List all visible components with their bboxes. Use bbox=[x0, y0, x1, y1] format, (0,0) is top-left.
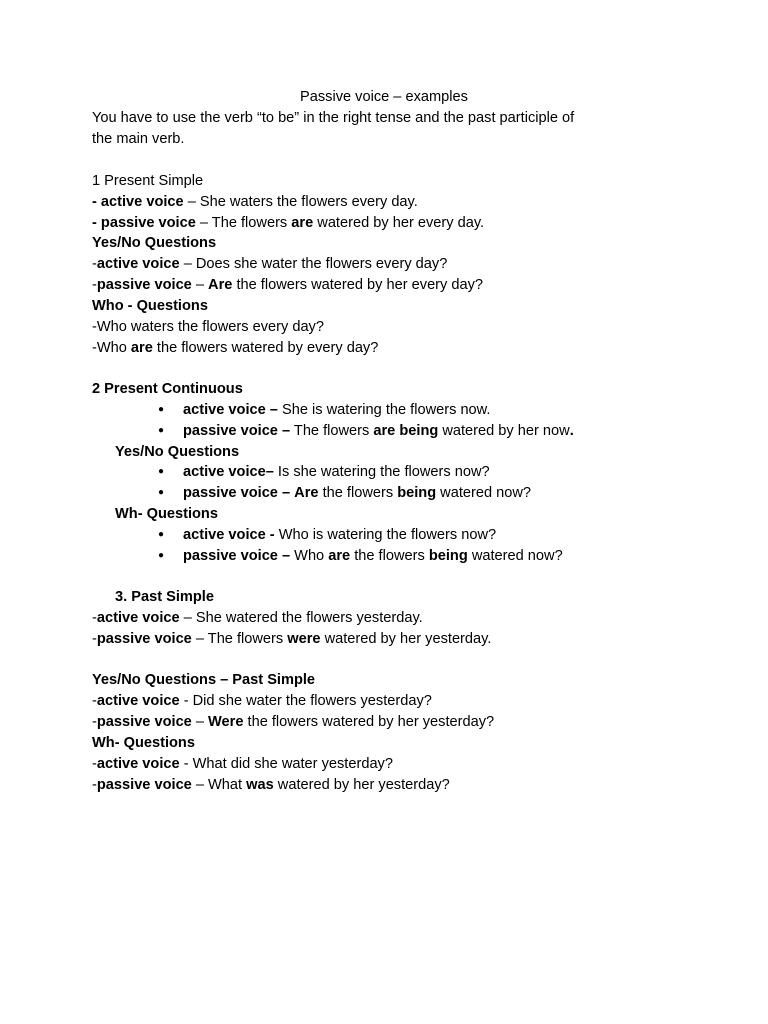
example-text: The flowers bbox=[290, 423, 374, 439]
example-text: watered now? bbox=[467, 548, 563, 564]
s3-active-line bbox=[92, 608, 423, 628]
page-title: Passive voice – examples bbox=[300, 89, 468, 105]
example-text: watered by her every day. bbox=[313, 215, 485, 231]
s2-yes-no-heading: Yes/No Questions bbox=[115, 444, 240, 460]
intro-line-1: You have to use the verb “to be” in the right tense and the past participle of bbox=[92, 110, 575, 126]
be-verb: are being bbox=[373, 423, 439, 439]
s3-passive-line bbox=[92, 629, 491, 649]
example-text: - What did she water yesterday? bbox=[179, 756, 393, 772]
bullet-icon: ● bbox=[158, 487, 165, 498]
section-1-heading: 1 Present Simple bbox=[92, 173, 204, 189]
s2-wh-active-line bbox=[183, 525, 496, 545]
example-text: Who is watering the flowers now? bbox=[274, 527, 497, 543]
passive-voice-label: passive voice bbox=[96, 714, 192, 730]
passive-voice-label: - passive voice bbox=[92, 215, 196, 231]
being-verb: being bbox=[397, 485, 437, 501]
example-text: – bbox=[191, 277, 209, 293]
s3-yn-active-line bbox=[92, 691, 432, 711]
s1-who-line-2 bbox=[92, 338, 378, 358]
s1-who-line-1: -Who waters the flowers every day? bbox=[92, 319, 324, 335]
dash: - bbox=[92, 777, 97, 793]
be-verb: Are bbox=[208, 277, 233, 293]
passive-voice-label: passive voice bbox=[96, 277, 192, 293]
example-text: the flowers watered by her every day? bbox=[232, 277, 484, 293]
dash: - bbox=[92, 256, 97, 272]
example-text: watered by her yesterday? bbox=[273, 777, 450, 793]
example-text: -Who bbox=[92, 340, 131, 356]
active-voice-label: - active voice bbox=[92, 194, 184, 210]
active-voice-label: active voice bbox=[96, 756, 180, 772]
example-text: watered by her now bbox=[438, 423, 570, 439]
example-text: watered now? bbox=[436, 485, 532, 501]
example-text: the flowers bbox=[318, 485, 398, 501]
s3-wh-heading: Wh- Questions bbox=[92, 735, 195, 751]
active-voice-label: active voice – bbox=[183, 402, 278, 418]
s1-yn-active-line bbox=[92, 254, 447, 274]
dash: - bbox=[92, 693, 97, 709]
s2-yn-active-line bbox=[183, 462, 490, 482]
example-text: – The flowers bbox=[195, 215, 292, 231]
section-3-heading: 3. Past Simple bbox=[115, 589, 214, 605]
dash: - bbox=[92, 714, 97, 730]
intro-line-2: the main verb. bbox=[92, 131, 185, 147]
passive-voice-label: passive voice – bbox=[183, 548, 291, 564]
be-verb: are bbox=[130, 340, 153, 356]
active-voice-label: active voice– bbox=[183, 464, 274, 480]
bullet-icon: ● bbox=[158, 425, 165, 436]
period: . bbox=[569, 423, 574, 439]
s2-wh-passive-line bbox=[183, 546, 563, 566]
dash: - bbox=[92, 610, 97, 626]
example-text: – She waters the flowers every day. bbox=[183, 194, 418, 210]
active-voice-label: active voice - bbox=[183, 527, 275, 543]
s3-wh-active-line bbox=[92, 754, 393, 774]
s1-yes-no-heading: Yes/No Questions bbox=[92, 235, 217, 251]
s1-active-line bbox=[92, 192, 418, 212]
passive-voice-label: passive voice bbox=[96, 631, 192, 647]
example-text: the flowers bbox=[350, 548, 429, 564]
bullet-icon: ● bbox=[158, 529, 165, 540]
passive-voice-label: passive voice bbox=[96, 777, 192, 793]
passive-voice-label: passive voice – bbox=[183, 423, 291, 439]
dash: - bbox=[92, 756, 97, 772]
s2-wh-heading: Wh- Questions bbox=[115, 506, 218, 522]
be-verb: Are bbox=[294, 485, 319, 501]
s1-yn-passive-line bbox=[92, 275, 483, 295]
example-text: – What bbox=[191, 777, 247, 793]
example-text: - Did she water the flowers yesterday? bbox=[179, 693, 432, 709]
s3-wh-passive-line bbox=[92, 775, 450, 795]
be-verb: was bbox=[246, 777, 274, 793]
bullet-icon: ● bbox=[158, 550, 165, 561]
example-text: – The flowers bbox=[191, 631, 288, 647]
active-voice-label: active voice bbox=[96, 693, 180, 709]
example-text: She is watering the flowers now. bbox=[277, 402, 491, 418]
being-verb: being bbox=[428, 548, 468, 564]
s2-passive-line bbox=[183, 421, 574, 441]
example-text: the flowers watered by every day? bbox=[152, 340, 379, 356]
s3-yes-no-heading: Yes/No Questions – Past Simple bbox=[92, 672, 316, 688]
be-verb: were bbox=[287, 631, 321, 647]
be-verb: are bbox=[328, 548, 351, 564]
passive-voice-label: passive voice – bbox=[183, 485, 291, 501]
active-voice-label: active voice bbox=[96, 610, 180, 626]
active-voice-label: active voice bbox=[96, 256, 180, 272]
section-2-heading: 2 Present Continuous bbox=[92, 381, 243, 397]
example-text: the flowers watered by her yesterday? bbox=[243, 714, 495, 730]
s1-passive-line bbox=[92, 213, 484, 233]
example-text: – bbox=[191, 714, 209, 730]
example-text: – She watered the flowers yesterday. bbox=[179, 610, 423, 626]
s3-yn-passive-line bbox=[92, 712, 494, 732]
example-text: Who bbox=[290, 548, 329, 564]
s1-who-heading: Who - Questions bbox=[92, 298, 208, 314]
example-text: watered by her yesterday. bbox=[320, 631, 492, 647]
s2-yn-passive-line bbox=[183, 483, 531, 503]
s2-active-line bbox=[183, 400, 490, 420]
be-verb: Were bbox=[208, 714, 244, 730]
bullet-icon: ● bbox=[158, 466, 165, 477]
bullet-icon: ● bbox=[158, 404, 165, 415]
dash: - bbox=[92, 631, 97, 647]
be-verb: are bbox=[291, 215, 314, 231]
example-text: Is she watering the flowers now? bbox=[273, 464, 490, 480]
example-text: – Does she water the flowers every day? bbox=[179, 256, 448, 272]
dash: - bbox=[92, 277, 97, 293]
